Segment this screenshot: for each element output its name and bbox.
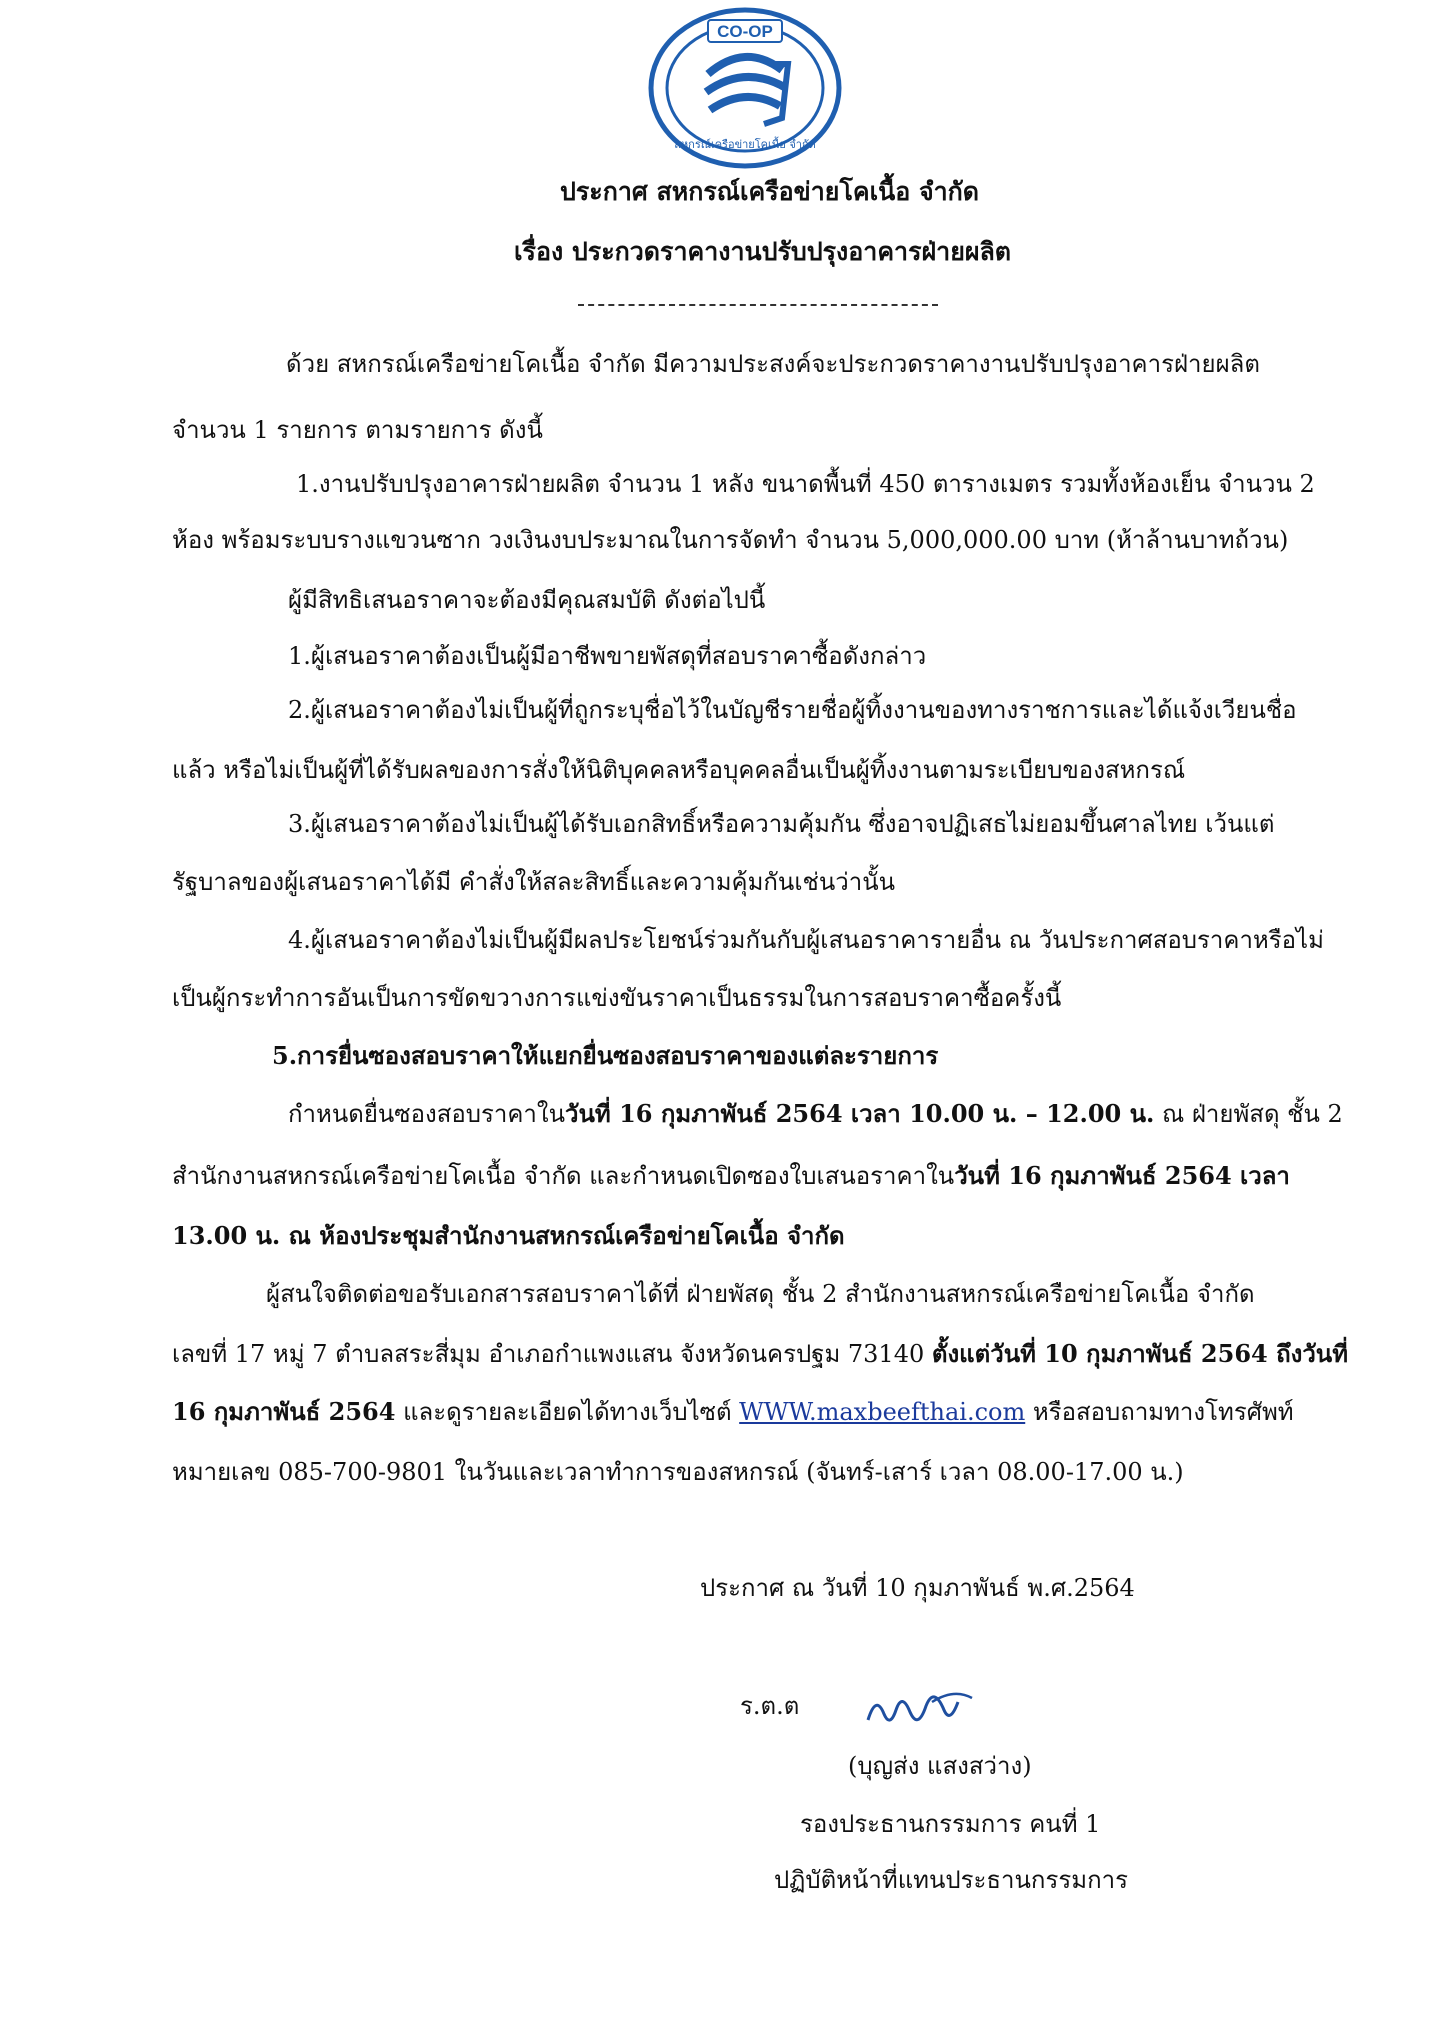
website-link[interactable]: WWW.maxbeefthai.com xyxy=(739,1398,1026,1426)
qualification-2-line-1: 2.ผู้เสนอราคาต้องไม่เป็นผู้ที่ถูกระบุชื่อไว้ในบัญชีรายชื่อผู้ทิ้งงานของทางราชการและได้แจ้งเวียนชื่อ xyxy=(288,696,1297,724)
qualification-heading: ผู้มีสิทธิเสนอราคาจะต้องมีคุณสมบัติ ดังต่อไปนี้ xyxy=(288,586,766,614)
contact-line-4: หมายเลข 085-700-9801 ในวันและเวลาทำการของสหกรณ์ (จันทร์-เสาร์ เวลา 08.00-17.00 น.) xyxy=(172,1458,1184,1486)
qualification-2-line-2: แล้ว หรือไม่เป็นผู้ที่ได้รับผลของการสั่งให้นิติบุคคลหรือบุคคลอื่นเป็นผู้ทิ้งงานตามระเบียบของสหกรณ์ xyxy=(172,756,1186,784)
logo-ring-text: สหกรณ์เครือข่ายโคเนื้อ จำกัด xyxy=(674,138,816,151)
schedule-line-1-post: ณ ฝ่ายพัสดุ ชั้น 2 xyxy=(1154,1100,1343,1128)
qualification-4-line-1: 4.ผู้เสนอราคาต้องไม่เป็นผู้มีผลประโยชน์ร่วมกันกับผู้เสนอราคารายอื่น ณ วันประกาศสอบราคาหรือไม่ xyxy=(288,926,1324,954)
schedule-line-1-bold: วันที่ 16 กุมภาพันธ์ 2564 เวลา 10.00 น. – 12.00 น. xyxy=(565,1099,1155,1128)
contact-line-3-bold: 16 กุมภาพันธ์ 2564 xyxy=(172,1397,396,1426)
qualification-5: 5.การยื่นซองสอบราคาให้แยกยื่นซองสอบราคาของแต่ละรายการ xyxy=(272,1041,939,1070)
contact-line-3 xyxy=(172,1396,1294,1428)
qualification-3-line-2: รัฐบาลของผู้เสนอราคาได้มี คำสั่งให้สละสิทธิ์และความคุ้มกันเช่นว่านั้น xyxy=(172,868,895,896)
divider xyxy=(578,304,938,306)
contact-line-3-post: หรือสอบถามทางโทรศัพท์ xyxy=(1025,1398,1294,1426)
schedule-line-1-pre: กำหนดยื่นซองสอบราคาใน xyxy=(288,1100,566,1128)
qualification-4-line-2: เป็นผู้กระทำการอันเป็นการขัดขวางการแข่งขันราคาเป็นธรรมในการสอบราคาซื้อครั้งนี้ xyxy=(172,984,1062,1012)
signer-name: (บุญส่ง แสงสว่าง) xyxy=(848,1752,1032,1780)
contact-line-2 xyxy=(172,1338,1348,1370)
qualification-3-line-1: 3.ผู้เสนอราคาต้องไม่เป็นผู้ได้รับเอกสิทธิ์หรือความคุ้มกัน ซึ่งอาจปฏิเสธไม่ยอมขึ้นศาลไทย เว้นแต่ xyxy=(288,810,1275,838)
intro-line-1: ด้วย สหกรณ์เครือข่ายโคเนื้อ จำกัด มีความประสงค์จะประกวดราคางานปรับปรุงอาคารฝ่ายผลิต xyxy=(286,350,1260,378)
contact-line-2-bold: ตั้งแต่วันที่ 10 กุมภาพันธ์ 2564 ถึงวันที่ xyxy=(931,1339,1349,1368)
contact-line-2-pre: เลขที่ 17 หมู่ 7 ตำบลสระสี่มุม อำเภอกำแพงแสน จังหวัดนครปฐม 73140 xyxy=(172,1340,932,1368)
contact-line-1: ผู้สนใจติดต่อขอรับเอกสารสอบราคาได้ที่ ฝ่ายพัสดุ ชั้น 2 สำนักงานสหกรณ์เครือข่ายโคเนื้อ จำกัด xyxy=(266,1280,1255,1308)
schedule-line-3: 13.00 น. ณ ห้องประชุมสำนักงานสหกรณ์เครือข่ายโคเนื้อ จำกัด xyxy=(172,1221,845,1250)
page-title: ประกาศ สหกรณ์เครือข่ายโคเนื้อ จำกัด xyxy=(560,177,980,206)
schedule-line-2-bold: วันที่ 16 กุมภาพันธ์ 2564 เวลา xyxy=(954,1161,1290,1190)
schedule-line-2-pre: สำนักงานสหกรณ์เครือข่ายโคเนื้อ จำกัด และกำหนดเปิดซองใบเสนอราคาใน xyxy=(172,1162,955,1190)
signer-position-2: ปฏิบัติหน้าที่แทนประธานกรรมการ xyxy=(774,1866,1128,1894)
qualification-1: 1.ผู้เสนอราคาต้องเป็นผู้มีอาชีพขายพัสดุที่สอบราคาซื้อดังกล่าว xyxy=(288,642,927,670)
signer-position-1: รองประธานกรรมการ คนที่ 1 xyxy=(800,1810,1101,1838)
logo-top-text: CO-OP xyxy=(717,22,773,41)
contact-line-3-mid: และดูรายละเอียดได้ทางเว็บไซต์ xyxy=(395,1398,740,1426)
item1-line-1: 1.งานปรับปรุงอาคารฝ่ายผลิต จำนวน 1 หลัง ขนาดพื้นที่ 450 ตารางเมตร รวมทั้งห้องเย็น จำนวน 2 xyxy=(296,470,1315,498)
signature xyxy=(862,1680,982,1740)
schedule-line-1 xyxy=(288,1098,1343,1130)
item1-line-2: ห้อง พร้อมระบบรางแขวนซาก วงเงินงบประมาณในการจัดทำ จำนวน 5,000,000.00 บาท (ห้าล้านบาทถ้วน) xyxy=(172,526,1289,554)
intro-line-2: จำนวน 1 รายการ ตามรายการ ดังนี้ xyxy=(172,416,543,444)
coop-logo xyxy=(646,6,844,170)
page-subject: เรื่อง ประกวดราคางานปรับปรุงอาคารฝ่ายผลิต xyxy=(514,237,1012,266)
rank-label: ร.ต.ต xyxy=(740,1692,800,1720)
announce-date: ประกาศ ณ วันที่ 10 กุมภาพันธ์ พ.ศ.2564 xyxy=(700,1574,1135,1602)
schedule-line-2 xyxy=(172,1160,1290,1192)
